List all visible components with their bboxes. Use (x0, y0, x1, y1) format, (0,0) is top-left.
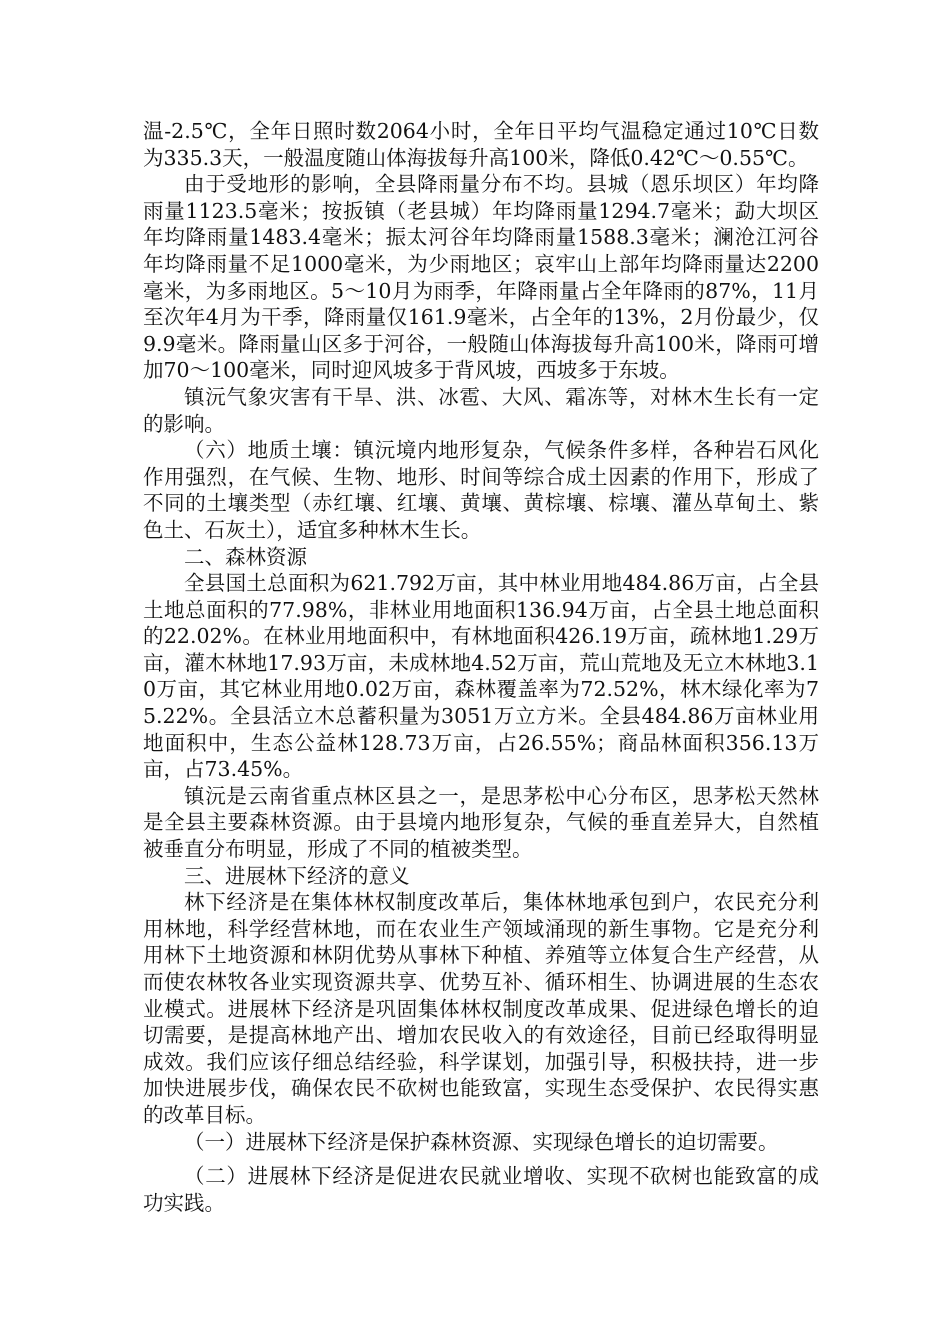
paragraph-point-one: （一）进展林下经济是保护森林资源、实现绿色增长的迫切需要。 (184, 1129, 779, 1154)
paragraph-point-two: （二）进展林下经济是促进农民就业增收、实现不砍树也能致富的成功实践。 (143, 1164, 819, 1215)
document-body (143, 118, 819, 1216)
paragraph-temperature: 温-2.5℃，全年日照时数2064小时，全年日平均气温稳定通过10℃日数为335.3天，一般温度随山体海拔每升高100米，降低0.42℃～0.55℃。 (143, 119, 819, 170)
section-heading-significance: 三、进展林下经济的意义 (184, 863, 410, 888)
paragraph-land-area: 全县国土总面积为621.792万亩，其中林业用地484.86万亩，占全县土地总面积的77.98%，非林业用地面积136.94万亩，占全县土地总面积的22.02%。在林业用地面积中，有林地面积426.19万亩，疏林地1.29万亩，灌木林地17.93万亩，未成林地4.52万亩，荒山荒地及无立木林地3.10万亩，其它林业用地0.02万亩，森林覆盖率为72.52%，林木绿化率为75.22%。全县活立木总蓄积量为3051万立方米。全县484.86万亩林业用地面积中，生态公益林128.73万亩，占26.55%；商品林面积356.13万亩，占73.45%。 (143, 571, 819, 782)
paragraph-rainfall: 由于受地形的影响，全县降雨量分布不均。县城（恩乐坝区）年均降雨量1123.5毫米；按扳镇（老县城）年均降雨量1294.7毫米；勐大坝区年均降雨量1483.4毫米；振太河谷年均降雨量1588.3毫米；澜沧江河谷年均降雨量不足1000毫米，为少雨地区；哀牢山上部年均降雨量达2200毫米，为多雨地区。5～10月为雨季，年降雨量占全年降雨的87%，11月至次年4月为干季，降雨量仅161.9毫米，占全年的13%，2月份最少，仅9.9毫米。降雨量山区多于河谷，一般随山体海拔每升高100米，降雨可增加70～100毫米，同时迎风坡多于背风坡，西坡多于东坡。 (143, 172, 819, 383)
section-heading-forest-resources: 二、森林资源 (184, 544, 307, 569)
paragraph-understory-economy: 林下经济是在集体林权制度改革后，集体林地承包到户，农民充分利用林地，科学经营林地，而在农业生产领域涌现的新生事物。它是充分利用林下土地资源和林阴优势从事林下种植、养殖等立体复合生产经营，从而使农林牧各业实现资源共享、优势互补、循环相生、协调进展的生态农业模式。进展林下经济是巩固集体林权制度改革成果、促进绿色增长的迫切需要，是提高林地产出、增加农民收入的有效途径，目前已经取得明显成效。我们应该仔细总结经验，科学谋划，加强引导，积极扶持，进一步加快进展步伐，确保农民不砍树也能致富，实现生态受保护、农民得实惠的改革目标。 (143, 890, 819, 1127)
paragraph-weather-disasters: 镇沅气象灾害有干旱、洪、冰雹、大风、霜冻等，对林木生长有一定的影响。 (143, 384, 819, 436)
paragraph-key-forest-county: 镇沅是云南省重点林区县之一，是思茅松中心分布区，思茅松天然林是全县主要森林资源。由于县境内地形复杂，气候的垂直差异大，自然植被垂直分布明显，形成了不同的植被类型。 (143, 783, 819, 862)
paragraph-geology-soil: （六）地质土壤：镇沅境内地形复杂，气候条件多样，各种岩石风化作用强烈，在气候、生物、地形、时间等综合成土因素的作用下，形成了不同的土壤类型（赤红壤、红壤、黄壤、黄棕壤、棕壤、灌丛草甸土、紫色土、石灰土），适宜多种林木生长。 (143, 438, 819, 542)
